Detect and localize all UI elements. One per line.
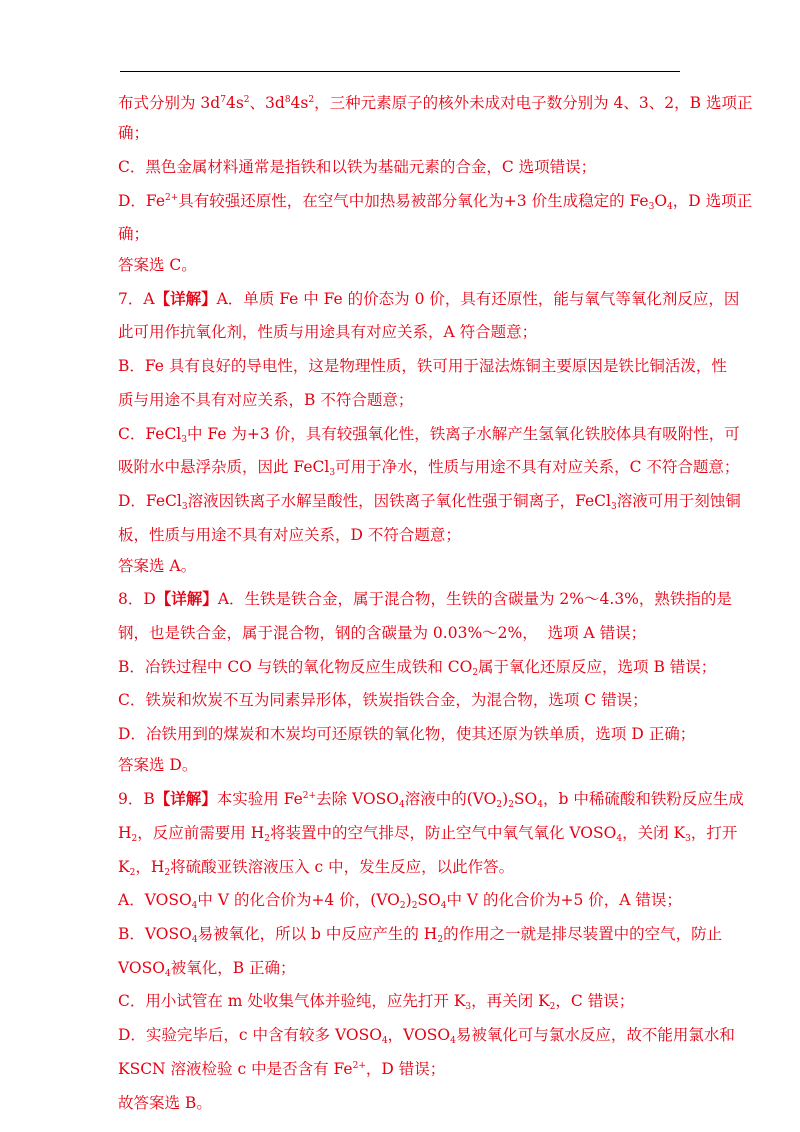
text-line xyxy=(118,754,197,776)
text-line xyxy=(118,723,695,745)
text-line xyxy=(118,923,722,945)
text-run: SO xyxy=(513,790,538,808)
text-run: ) xyxy=(405,891,412,909)
text-run: KSCN 溶液检验 c 中是否含有 Fe xyxy=(118,1060,353,1078)
text-line xyxy=(118,190,752,212)
subscript: 2 xyxy=(411,901,418,911)
subscript: 3 xyxy=(685,834,691,844)
text-run: 布式分别为 3d xyxy=(118,94,221,112)
header-rule xyxy=(120,71,680,72)
text-line xyxy=(118,656,716,678)
text-run: K xyxy=(118,858,130,876)
text-run: 板，性质与用途不具有对应关系，D 不符合题意； xyxy=(118,526,461,544)
subscript: 4 xyxy=(191,935,198,945)
text-run: B．Fe 具有良好的导电性，这是物理性质，铁可用于湿法炼铜主要原因是铁比铜活泼，性 xyxy=(118,357,727,375)
text-run: 溶液中的(VO xyxy=(404,790,497,808)
text-run: 【详解】 xyxy=(154,789,217,808)
text-run: D．Fe xyxy=(118,192,166,210)
text-run: 【详解】 xyxy=(155,589,218,608)
text-run: 故答案选 B。 xyxy=(118,1094,212,1112)
text-run: 本实验用 Fe xyxy=(216,790,303,808)
text-run: 属于氧化还原反应，选项 B 错误； xyxy=(478,658,717,676)
text-run: ) xyxy=(502,790,509,808)
superscript: 7 xyxy=(220,95,226,105)
subscript: 4 xyxy=(381,1036,388,1046)
text-run: 答案选 D。 xyxy=(118,756,198,774)
subscript: 2 xyxy=(472,668,479,678)
text-run: 易被氧化，所以 b 中反应产生的 H xyxy=(197,925,438,943)
text-run: D．冶铁用到的煤炭和木炭均可还原铁的氧化物，使其还原为铁单质，选项 D 正确； xyxy=(118,725,696,743)
text-run: 4s xyxy=(290,94,309,112)
subscript: 3 xyxy=(648,202,655,212)
text-line xyxy=(118,622,646,644)
text-run: B．VOSO xyxy=(118,925,192,943)
text-run: ，D 选项正 xyxy=(672,192,753,210)
text-run: ，VOSO xyxy=(387,1026,451,1044)
text-run: ，打开 xyxy=(690,824,738,842)
text-run: A．单质 Fe 中 Fe 的价态为 0 价，具有还原性，能与氧气等氧化剂反应，因 xyxy=(216,290,740,308)
text-run: 4s xyxy=(225,94,244,112)
text-line xyxy=(118,555,196,577)
text-run: 确； xyxy=(118,225,150,243)
text-line xyxy=(118,423,740,445)
superscript: 8 xyxy=(284,95,291,105)
text-run: 的作用之一就是排尽装置中的空气，防止 xyxy=(443,925,723,943)
text-run: O xyxy=(654,192,668,210)
subscript: 2 xyxy=(496,800,503,810)
subscript: 3 xyxy=(329,468,336,478)
subscript: 4 xyxy=(191,901,198,911)
text-line xyxy=(118,957,296,979)
text-run: D．FeCl xyxy=(118,492,182,510)
subscript: 3 xyxy=(181,502,188,512)
text-run: 易被氧化可与氯水反应，故不能用氯水和 xyxy=(455,1026,735,1044)
subscript: 2 xyxy=(264,834,270,844)
text-run: 溶液可用于刻蚀铜 xyxy=(616,492,741,510)
subscript: 4 xyxy=(440,901,447,911)
text-line xyxy=(118,355,727,377)
text-line xyxy=(118,1058,445,1080)
subscript: 4 xyxy=(398,800,405,810)
text-run: 、3d xyxy=(249,94,285,112)
text-run: 可用于净水，性质与用途不具有对应关系，C 不符合题意； xyxy=(335,458,740,476)
text-run: 将硫酸亚铁溶液压入 c 中，发生反应，以此作答。 xyxy=(170,858,515,876)
text-run: 中 V 的化合价为+4 价，(VO xyxy=(197,891,400,909)
text-run: C．黑色金属材料通常是指铁和以铁为基础元素的合金，C 选项错误； xyxy=(118,158,597,176)
text-run: 被氧化，B 正确； xyxy=(170,959,296,977)
text-run: 质与用途不具有对应关系，B 不符合题意； xyxy=(118,391,414,409)
text-run: C．用小试管在 m 处收集气体并验纯，应先打开 K xyxy=(118,992,466,1010)
text-line xyxy=(118,788,744,810)
text-run: 8．D xyxy=(118,590,156,608)
superscript: 2+ xyxy=(165,193,179,203)
text-run: SO xyxy=(417,891,441,909)
text-run: 9．B xyxy=(118,790,155,808)
superscript: 2+ xyxy=(352,1061,366,1071)
text-run: H xyxy=(118,824,132,842)
text-line xyxy=(118,1092,212,1114)
text-line xyxy=(118,254,197,276)
subscript: 2 xyxy=(129,868,136,878)
subscript: 2 xyxy=(399,901,406,911)
text-run: C．FeCl xyxy=(118,425,182,443)
text-run: B．冶铁过程中 CO 与铁的氧化物反应生成铁和 CO xyxy=(118,658,473,676)
text-run: VOSO xyxy=(118,959,165,977)
subscript: 4 xyxy=(667,202,673,212)
text-line xyxy=(118,490,741,512)
text-run: ，反应前需要用 H xyxy=(137,824,265,842)
text-run: 将装置中的空气排尽，防止空气中氧气氧化 VOSO xyxy=(269,824,617,842)
text-line xyxy=(118,92,752,114)
text-line xyxy=(118,288,739,310)
superscript: 2 xyxy=(243,95,250,105)
text-run: 中 Fe 为+3 价，具有较强氧化性，铁离子水解产生氢氧化铁胶体具有吸附性，可 xyxy=(187,425,740,443)
text-run: 7．A xyxy=(118,290,155,308)
text-run: 答案选 C。 xyxy=(118,256,197,274)
text-line xyxy=(118,990,634,1012)
text-run: 【详解】 xyxy=(154,289,217,308)
superscript: 2 xyxy=(308,95,315,105)
subscript: 2 xyxy=(508,800,514,810)
text-line xyxy=(118,822,737,844)
text-run: 吸附水中悬浮杂质，因此 FeCl xyxy=(118,458,330,476)
text-run: 钢，也是铁合金，属于混合物，钢的含碳量为 0.03%～2%， 选项 A 错误； xyxy=(118,624,647,642)
text-line xyxy=(118,321,537,343)
text-run: 确； xyxy=(118,124,150,142)
text-run: 答案选 A。 xyxy=(118,557,197,575)
text-run: ，关闭 K xyxy=(622,824,686,842)
text-line xyxy=(118,524,461,546)
text-run: A．VOSO xyxy=(118,891,192,909)
text-run: 去除 VOSO xyxy=(316,790,399,808)
subscript: 2 xyxy=(437,935,444,945)
text-line xyxy=(118,689,648,711)
text-run: 具有较强还原性，在空气中加热易被部分氧化为+3 价生成稳定的 Fe xyxy=(178,192,649,210)
text-run: ，H xyxy=(135,858,165,876)
text-run: 此可用作抗氧化剂，性质与用途具有对应关系，A 符合题意； xyxy=(118,323,538,341)
subscript: 4 xyxy=(164,969,171,979)
text-run: ，三种元素原子的核外未成对电子数分别为 4、3、2，B 选项正 xyxy=(314,94,753,112)
text-run: C．铁炭和炊炭不互为同素异形体，铁炭指铁合金，为混合物，选项 C 错误； xyxy=(118,691,648,709)
subscript: 2 xyxy=(131,834,138,844)
text-line xyxy=(118,856,514,878)
subscript: 2 xyxy=(549,1002,556,1012)
subscript: 3 xyxy=(610,502,617,512)
text-run: D．实验完毕后，c 中含有较多 VOSO xyxy=(118,1026,382,1044)
superscript: 2+ xyxy=(302,791,317,801)
subscript: 4 xyxy=(616,834,623,844)
text-run: 中 V 的化合价为+5 价，A 错误； xyxy=(446,891,682,909)
text-run: ，C 错误； xyxy=(555,992,635,1010)
subscript: 4 xyxy=(537,800,543,810)
subscript: 2 xyxy=(164,868,171,878)
text-line xyxy=(118,889,682,911)
text-run: ，再关闭 K xyxy=(471,992,550,1010)
text-run: A．生铁是铁合金，属于混合物，生铁的含碳量为 2%～4.3%，熟铁指的是 xyxy=(217,590,732,608)
text-line xyxy=(118,122,149,144)
text-run: 溶液因铁离子水解呈酸性，因铁离子氧化性强于铜离子，FeCl xyxy=(187,492,611,510)
text-run: ，D 错误； xyxy=(365,1060,446,1078)
text-line xyxy=(118,156,596,178)
text-line xyxy=(118,1024,735,1046)
text-line xyxy=(118,456,739,478)
subscript: 3 xyxy=(181,435,187,445)
text-line xyxy=(118,389,413,411)
subscript: 4 xyxy=(450,1036,456,1046)
subscript: 3 xyxy=(465,1002,472,1012)
text-run: ，b 中稀硫酸和铁粉反应生成 xyxy=(542,790,744,808)
text-line xyxy=(118,588,732,610)
text-line xyxy=(118,223,149,245)
